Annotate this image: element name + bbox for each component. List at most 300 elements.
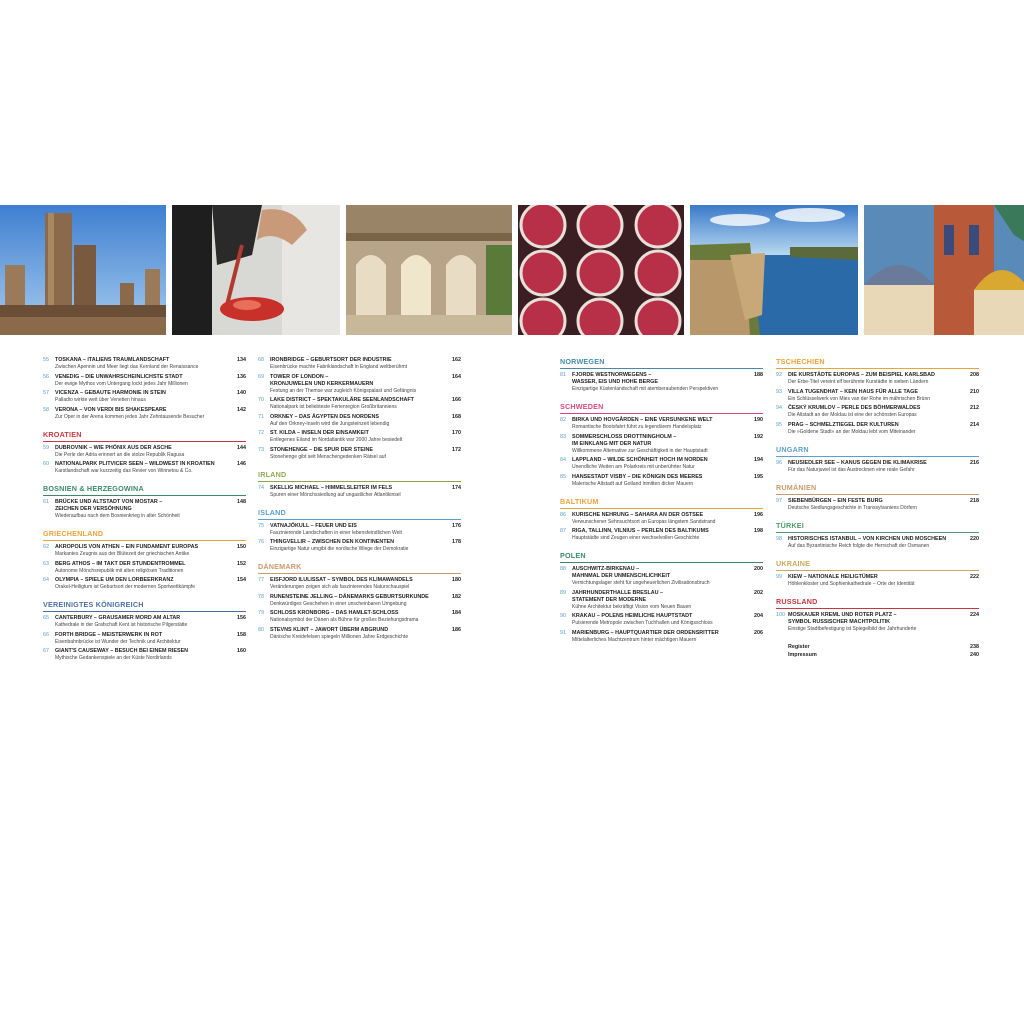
toc-entry-line (560, 566, 763, 573)
entry-page: 218 (970, 497, 979, 504)
photo-glass-blowing (172, 205, 340, 335)
entry-title: PRAG – SCHMELZTIEGEL DER KULTUREN (788, 421, 899, 428)
entry-subtitle: Nationalsymbol der Dänen als Bühne für großes Beziehungsdrama (270, 617, 419, 623)
entry-page: 180 (452, 577, 461, 583)
toc-column-3 (560, 357, 763, 653)
entry-title-continued: SYMBOL RUSSISCHER MACHTPOLITIK (788, 618, 891, 625)
entry-subtitle: Entlegenes Eiland im Nordatlantik war 2000 Jahre besiedelt (270, 437, 403, 443)
entry-title: OLYMPIA – SPIELE UM DEN LORBEERKRANZ (55, 577, 174, 583)
entry-subtitle: Kathedrale in der Grafschaft Kent ist historische Pilgerstätte (55, 622, 188, 628)
toc-entry[interactable] (776, 389, 979, 403)
entry-subtitle: Autonome Mönchsrepublik mit alten religiösen Traditionen (55, 567, 184, 574)
toc-entry[interactable] (776, 460, 979, 474)
entry-number: 91 (560, 629, 566, 636)
toc-section-baltikum (560, 497, 763, 543)
entry-number: 86 (560, 511, 566, 518)
entry-page: 154 (237, 577, 246, 583)
entry-title: JAHRHUNDERTHALLE BRESLAU – (572, 589, 664, 596)
toc-column-2 (258, 357, 461, 650)
entry-title: AKROPOLIS VON ATHEN – EIN FUNDAMENT EUROPAS (55, 544, 199, 550)
entry-subtitle: Einzigartige Küstenlandschaft mit atemberaubenden Perspektiven (572, 386, 719, 392)
toc-entry-line (43, 544, 246, 551)
entry-subtitle: Für das Naturjuwel ist das Austrocknen eine reale Gefahr (788, 466, 915, 473)
toc-section-italien (43, 357, 246, 421)
toc-entry[interactable] (560, 512, 763, 526)
toc-section-griechenland (43, 529, 246, 591)
entry-number: 98 (776, 535, 782, 542)
entry-number: 61 (43, 499, 49, 505)
entry-title: STONEHENGE – DIE SPUR DER STEINE (270, 446, 373, 453)
toc-entry-line (258, 397, 461, 404)
entry-title: RUNENSTEINE JELLING – DÄNEMARKS GEBURTSURKUNDE (270, 593, 429, 600)
entry-subtitle: Einstige Stadtbefestigung ist Spiegelbild der Jahrhunderte (788, 625, 917, 632)
photo-cathedral-domes (864, 205, 1024, 335)
entry-subtitle: Palladio wirkte weit über Venetien hinaus (55, 397, 146, 403)
toc-index-impressum[interactable] (776, 652, 979, 659)
toc-entry[interactable] (258, 357, 461, 371)
section-heading: UKRAINE (776, 559, 979, 571)
toc-entry[interactable] (560, 528, 763, 542)
entry-subtitle: Deutsche Siedlungsgeschichte in Transsylvaniens Dörfern (788, 504, 917, 511)
toc-entry[interactable] (258, 539, 461, 553)
toc-entry-line (560, 613, 763, 620)
entry-number: 68 (258, 357, 264, 363)
entry-subtitle: Denkwürdiges Geschehen in einer unscheinbaren Umgebung (270, 600, 407, 607)
toc-entry[interactable] (43, 445, 246, 459)
entry-page: 172 (452, 446, 461, 453)
toc-index-register[interactable] (776, 642, 979, 652)
toc-entry[interactable] (258, 397, 461, 411)
entry-title: KRAKAU – POLENS HEIMLICHE HAUPTSTADT (572, 613, 693, 619)
entry-subtitle: Willkommene Alternative zur Geschäftigkeit in der Hauptstadt (572, 447, 708, 454)
entry-number: 75 (258, 522, 264, 529)
entry-title: LAPPLAND – WILDE SCHÖNHEIT HOCH IM NORDEN (572, 457, 708, 463)
entry-number: 62 (43, 544, 49, 550)
entry-page: 214 (970, 421, 979, 428)
entry-page: 190 (754, 417, 763, 423)
toc-entry[interactable] (560, 566, 763, 587)
toc-entry-line (776, 574, 979, 581)
toc-entry-line (43, 648, 246, 655)
entry-subtitle: Eisenbahnbrücke ist Wunder der Technik und Architektur (55, 638, 181, 645)
entry-subtitle: Eisenbrücke machte Fabriklandschaft in England weltberühmt (270, 364, 408, 370)
entry-number: 96 (776, 459, 782, 466)
entry-subtitle: Kühne Architektur bekräftigt Vision vom Neuen Bauen (572, 603, 692, 610)
entry-number: 72 (258, 430, 264, 436)
entry-title: DUBROVNIK – WIE PHÖNIX AUS DER ASCHE (55, 444, 172, 451)
entry-subtitle: Auf das Byzantinische Reich folgte die Herrschaft der Osmanen (788, 542, 930, 549)
entry-number: 84 (560, 457, 566, 463)
entry-number: 83 (560, 433, 566, 440)
toc-section-ungarn (776, 445, 979, 474)
toc-entry-line (776, 422, 979, 429)
toc-entry-line (258, 539, 461, 546)
entry-title: HANSESTADT VISBY – DIE KÖNIGIN DES MEERES (572, 473, 703, 480)
entry-number: 85 (560, 473, 566, 480)
entry-subtitle: Romantische Bootsfahrt führt zu legendärem Handelsplatz (572, 424, 702, 430)
entry-page: 164 (452, 373, 461, 380)
entry-subtitle: Auf den Orkney-Inseln wird die Jungsteinzeit lebendig (270, 420, 390, 427)
photo-san-gimignano-towers (0, 205, 166, 335)
entry-number: 71 (258, 413, 264, 420)
toc-entry-line (258, 485, 461, 492)
entry-title: NATIONALPARK PLITVICER SEEN – WILDWEST IN KROATIEN (55, 461, 215, 467)
toc-entry-line (560, 528, 763, 535)
entry-number: 93 (776, 388, 782, 395)
entry-subtitle: Höhlenkloster und Sophienkathedrale – Orte der Identität (788, 580, 915, 587)
entry-page: 200 (754, 566, 763, 572)
entry-title: TOSKANA – ITALIENS TRAUMLANDSCHAFT (55, 357, 170, 363)
entry-title: SCHLOSS KRONBORG – DAS HAMLET-SCHLOSS (270, 610, 399, 616)
toc-section-bosnien (43, 484, 246, 520)
toc-entry-line (560, 474, 763, 481)
toc-entry[interactable] (43, 632, 246, 646)
entry-page: 174 (452, 484, 461, 491)
section-heading: SCHWEDEN (560, 402, 763, 414)
entry-number: 97 (776, 497, 782, 504)
entry-title: KIEW – NATIONALE HEILIGTÜMER (788, 573, 878, 580)
entry-subtitle: Karstlandschaft war kurzzeitig das Revier von Winnetou & Co. (55, 468, 193, 474)
entry-subtitle: Der Erbe-Titel vereint elf berühmte Kurstädte in sieben Ländern (788, 379, 929, 385)
toc-entry-line (560, 512, 763, 519)
entry-title-continued: ZEICHEN DER VERSÖHNUNG (55, 506, 132, 512)
toc-entry[interactable] (560, 474, 763, 488)
entry-title: ČESKÝ KRUMLOV – PERLE DES BÖHMERWALDES (788, 405, 921, 411)
entry-number: 87 (560, 528, 566, 534)
entry-page: 204 (754, 613, 763, 619)
entry-title: VENEDIG – DIE UNWAHRSCHEINLICHSTE STADT (55, 373, 183, 380)
toc-column-1 (43, 357, 246, 671)
section-heading: NORWEGEN (560, 357, 763, 369)
entry-title-continued: IM EINKLANG MIT DER NATUR (572, 440, 652, 447)
toc-section-island (258, 508, 461, 554)
entry-page: 162 (452, 357, 461, 363)
entry-page: 192 (754, 433, 763, 440)
entry-page: 150 (237, 544, 246, 550)
toc-entry[interactable] (43, 648, 246, 662)
entry-number: 65 (43, 615, 49, 621)
toc-entry[interactable] (258, 447, 461, 461)
toc-section-irland (258, 470, 461, 499)
entry-title: IRONBRIDGE – GEBURTSORT DER INDUSTRIE (270, 357, 392, 363)
entry-title: VATNAJÖKULL – FEUER UND EIS (270, 522, 357, 529)
toc-entry-line (258, 430, 461, 437)
entry-title: GIANT'S CAUSEWAY – BESUCH BEI EINEM RIESEN (55, 648, 189, 654)
entry-page: 158 (237, 631, 246, 638)
toc-entry[interactable] (258, 414, 461, 428)
entry-number: 69 (258, 373, 264, 380)
entry-title: CANTERBURY – GRAUSAMER MORD AM ALTAR (55, 615, 181, 621)
entry-number: 63 (43, 560, 49, 567)
entry-subtitle: Vernichtungslager steht für ungeheuerlichen Zivilisationsbruch (572, 580, 710, 586)
toc-entry-line (43, 390, 246, 397)
section-heading: DÄNEMARK (258, 562, 461, 574)
toc-entry-line (776, 405, 979, 412)
entry-page: 222 (970, 573, 979, 580)
entry-number: 78 (258, 593, 264, 600)
entry-page: 140 (237, 390, 246, 396)
entry-number: 89 (560, 589, 566, 596)
toc-section-kroatien (43, 430, 246, 476)
entry-title: KURISCHE NEHRUNG – SAHARA AN DER OSTSEE (572, 511, 704, 518)
section-heading: RUSSLAND (776, 597, 979, 609)
entry-number: 60 (43, 461, 49, 467)
entry-subtitle: Wiederaufbau nach dem Bosnienkrieg in alter Schönheit (55, 513, 180, 519)
toc-entry-line (43, 374, 246, 381)
entry-subtitle: Die »Goldene Stadt« an der Moldau lebt vom Miteinander (788, 428, 916, 435)
toc-entry[interactable] (43, 461, 246, 475)
toc-section-vereinigtes-koenigreich (43, 600, 246, 662)
section-heading: VEREINIGTES KÖNIGREICH (43, 600, 246, 612)
entry-title: AUSCHWITZ-BIRKENAU – (572, 566, 640, 572)
entry-subtitle: Mythische Gedankenspiele an der Küste Nordirlands (55, 655, 172, 661)
entry-number: 82 (560, 417, 566, 423)
toc-entry[interactable] (560, 630, 763, 644)
entry-title: EISFJORD ILULISSAT – SYMBOL DES KLIMAWANDELS (270, 577, 413, 583)
toc-entry[interactable] (258, 485, 461, 499)
entry-number: 95 (776, 421, 782, 428)
toc-section-norwegen (560, 357, 763, 393)
toc-entry[interactable] (776, 405, 979, 419)
toc-entry-line (776, 372, 979, 379)
photo-cloister-arcade (346, 205, 512, 335)
entry-title: ORKNEY – DAS ÄGYPTEN DES NORDENS (270, 413, 379, 420)
entry-page: 152 (237, 560, 246, 567)
toc-entry[interactable] (258, 627, 461, 641)
entry-title: NEUSIEDLER SEE – KANUS GEGEN DIE KLIMAKRISE (788, 459, 927, 466)
entry-subtitle: Spuren einer Mönchssiedlung auf ungastlicher Atlantikinsel (270, 491, 401, 498)
entry-page: 212 (970, 405, 979, 411)
toc-entry-line (560, 372, 763, 379)
entry-page: 144 (237, 444, 246, 451)
entry-title: BERG ATHOS – IM TAKT DER STUNDENTROMMEL (55, 560, 186, 567)
entry-subtitle: Unendliche Weiten am Polarkreis mit unberührter Natur (572, 464, 695, 470)
entry-page: 206 (754, 629, 763, 636)
entry-subtitle: Pulsierende Metropole zwischen Tuchhallen und Königsschloss (572, 620, 713, 626)
toc-entry-line (776, 498, 979, 505)
toc-entry-line (560, 434, 763, 441)
entry-title-continued: KRONJUWELEN UND KERKERMAUERN (270, 380, 374, 387)
entry-page: 178 (452, 539, 461, 545)
toc-entry-line (258, 594, 461, 601)
entry-number: 100 (776, 611, 785, 618)
toc-entry[interactable] (560, 457, 763, 471)
entry-number: 59 (43, 444, 49, 451)
entry-number: 73 (258, 446, 264, 453)
toc-entry[interactable] (776, 574, 979, 588)
entry-number: 67 (43, 648, 49, 654)
entry-title: SIEBENBÜRGEN – EIN FESTE BURG (788, 497, 883, 504)
toc-entry[interactable] (43, 390, 246, 404)
toc-entry[interactable] (43, 357, 246, 371)
toc-entry[interactable] (43, 577, 246, 591)
toc-entry-line (258, 357, 461, 364)
entry-subtitle: Nationalpark ist beliebteste Ferienregion Großbritanniens (270, 404, 397, 410)
section-heading: RUMÄNIEN (776, 483, 979, 495)
entry-number: 56 (43, 373, 49, 380)
toc-entry[interactable] (258, 374, 461, 395)
entry-subtitle: Festung an der Themse war zugleich Königspalast und Gefängnis (270, 387, 417, 394)
entry-number: 74 (258, 484, 264, 491)
entry-title: THINGVELLIR – ZWISCHEN DEN KONTINENTEN (270, 539, 394, 545)
entry-number: 64 (43, 577, 49, 583)
entry-subtitle: Zur Oper in der Arena kommen jedes Jahr Zehntausende Besucher (55, 413, 205, 420)
section-heading: UNGARN (776, 445, 979, 457)
entry-title: VERONA – VON VERDI BIS SHAKESPEARE (55, 406, 167, 413)
entry-subtitle: Ein Schlüsselwerk von Mies van der Rohe im mährischen Brünn (788, 395, 931, 402)
toc-entry-line (43, 461, 246, 468)
entry-page: 208 (970, 372, 979, 378)
toc-entry-line (258, 374, 461, 381)
toc-section-tschechien (776, 357, 979, 436)
entry-number: 88 (560, 566, 566, 572)
photo-strip (0, 205, 1024, 335)
toc-entry-line (776, 460, 979, 467)
toc-entry-line (43, 407, 246, 414)
index-title: Impressum (788, 651, 817, 658)
section-heading: KROATIEN (43, 430, 246, 442)
toc-entry[interactable] (560, 372, 763, 393)
entry-number: 55 (43, 357, 49, 363)
toc-entry[interactable] (560, 434, 763, 455)
entry-number: 90 (560, 613, 566, 619)
toc-section-vereinigtes-koenigreich-cont (258, 357, 461, 461)
entry-subtitle: Dänische Kreidefelsen spiegeln Millionen Jahre Erdgeschichte (270, 633, 409, 640)
entry-title-continued: MAHNMAL DER UNMENSCHLICHKEIT (572, 573, 671, 579)
entry-title: BIRKA UND HOVGÅRDEN – EINE VERSUNKENE WELT (572, 417, 713, 423)
toc-entry-line (258, 610, 461, 617)
toc-entry-line (776, 612, 979, 619)
toc-entry-line (258, 447, 461, 454)
entry-title: MARIENBURG – HAUPTQUARTIER DER ORDENSRITTER (572, 629, 719, 636)
entry-page: 170 (452, 430, 461, 436)
toc-section-daenemark (258, 562, 461, 641)
toc-entry[interactable] (258, 523, 461, 537)
entry-title-continued: WASSER, EIS UND HOHE BERGE (572, 379, 658, 385)
toc-entry[interactable] (43, 374, 246, 388)
toc-entry-line (43, 577, 246, 584)
entry-page: 188 (754, 372, 763, 378)
entry-title: LAKE DISTRICT – SPEKTAKULÄRE SEENLANDSCHAFT (270, 397, 414, 403)
entry-number: 57 (43, 390, 49, 396)
entry-page: 224 (970, 611, 979, 618)
entry-page: 136 (237, 373, 246, 380)
entry-title: ST. KILDA – INSELN DER EINSAMKEIT (270, 430, 369, 436)
entry-number: 79 (258, 610, 264, 616)
entry-title: FORTH BRIDGE – MEISTERWERK IN ROT (55, 631, 163, 638)
toc-entry[interactable] (258, 594, 461, 608)
toc-entry-line (258, 577, 461, 584)
entry-number: 99 (776, 573, 782, 580)
toc-entry-line (43, 615, 246, 622)
entry-subtitle: Malerische Altstadt auf Gotland inmitten dicker Mauern (572, 480, 694, 487)
section-heading: GRIECHENLAND (43, 529, 246, 541)
toc-entry[interactable] (43, 561, 246, 575)
entry-number: 80 (258, 626, 264, 633)
toc-entry-line (43, 561, 246, 568)
toc-index (776, 642, 979, 659)
toc-entry-line (776, 536, 979, 543)
entry-subtitle: Veränderungen zeigen sich als faszinierendes Naturschauspiel (270, 584, 410, 590)
toc-entry-line (43, 632, 246, 639)
section-heading: IRLAND (258, 470, 461, 482)
entry-title: VICENZA – GEBAUTE HARMONIE IN STEIN (55, 390, 166, 396)
entry-page: 184 (452, 610, 461, 616)
entry-subtitle: Verwunschener Sehnsuchtsort an Europas längstem Sandstrand (572, 518, 716, 525)
section-heading: ISLAND (258, 508, 461, 520)
toc-entry[interactable] (776, 422, 979, 436)
entry-page: 198 (754, 528, 763, 534)
toc-column-4 (776, 357, 979, 659)
toc-entry[interactable] (43, 407, 246, 421)
entry-page: 196 (754, 511, 763, 518)
toc-entry-line (43, 445, 246, 452)
photo-wine-barrels (518, 205, 684, 335)
entry-number: 76 (258, 539, 264, 545)
entry-title: DIE KURSTÄDTE EUROPAS – ZUM BEISPIEL KARLSBAD (788, 372, 935, 378)
entry-number: 92 (776, 372, 782, 378)
photo-coastal-cliffs (690, 205, 858, 335)
entry-number: 58 (43, 406, 49, 413)
entry-title: FJORDE WESTNORWEGENS – (572, 372, 652, 378)
entry-title: STEVNS KLINT – JAWORT ÜBERM ABGRUND (270, 626, 389, 633)
toc-entry-line (560, 457, 763, 464)
entry-subtitle: Einzigartige Natur umgibt die nordische Wiege der Demokratie (270, 546, 409, 552)
entry-page: 202 (754, 589, 763, 596)
entry-page: 194 (754, 457, 763, 463)
entry-title: TOWER OF LONDON – (270, 373, 329, 380)
index-title: Register (788, 643, 810, 650)
entry-title: SKELLIG MICHAEL – HIMMELSLEITER IM FELS (270, 484, 393, 491)
toc-entry[interactable] (258, 610, 461, 624)
entry-page: 220 (970, 535, 979, 542)
entry-title: MOSKAUER KREML UND ROTER PLATZ – (788, 611, 897, 618)
entry-page: 166 (452, 397, 461, 403)
toc-entry[interactable] (560, 613, 763, 627)
toc-entry-line (258, 414, 461, 421)
toc-entry[interactable] (43, 499, 246, 520)
entry-page: 142 (237, 406, 246, 413)
entry-page: 216 (970, 459, 979, 466)
toc-entry[interactable] (776, 372, 979, 386)
toc-entry-line (258, 627, 461, 634)
entry-page: 148 (237, 499, 246, 505)
toc-entry[interactable] (560, 590, 763, 611)
entry-number: 77 (258, 577, 264, 583)
entry-subtitle: Die Altstadt an der Moldau ist eine der schönsten Europas (788, 412, 917, 418)
toc-entry[interactable] (258, 577, 461, 591)
entry-subtitle: Der ewige Mythos vom Untergang lockt jedes Jahr Millionen (55, 380, 188, 387)
entry-subtitle: Die Perle der Adria erinnert an die stolze Republik Ragusa (55, 451, 185, 458)
toc-section-polen (560, 551, 763, 644)
toc-entry-line (43, 357, 246, 364)
toc-entry[interactable] (776, 536, 979, 550)
toc-entry[interactable] (776, 498, 979, 512)
entry-page: 134 (237, 357, 246, 363)
toc-entry[interactable] (43, 544, 246, 558)
toc-entry[interactable] (776, 612, 979, 633)
entry-page: 195 (754, 473, 763, 480)
index-page: 240 (970, 651, 979, 658)
toc-entry[interactable] (258, 430, 461, 444)
toc-entry[interactable] (560, 417, 763, 431)
entry-title: VILLA TUGENDHAT – KEIN HAUS FÜR ALLE TAGE (788, 388, 918, 395)
entry-page: 156 (237, 615, 246, 621)
toc-entry-line (560, 630, 763, 637)
entry-title: SOMMERSCHLOSS DROTTNINGHOLM – (572, 433, 677, 440)
toc-section-tuerkei (776, 521, 979, 550)
toc-entry[interactable] (43, 615, 246, 629)
